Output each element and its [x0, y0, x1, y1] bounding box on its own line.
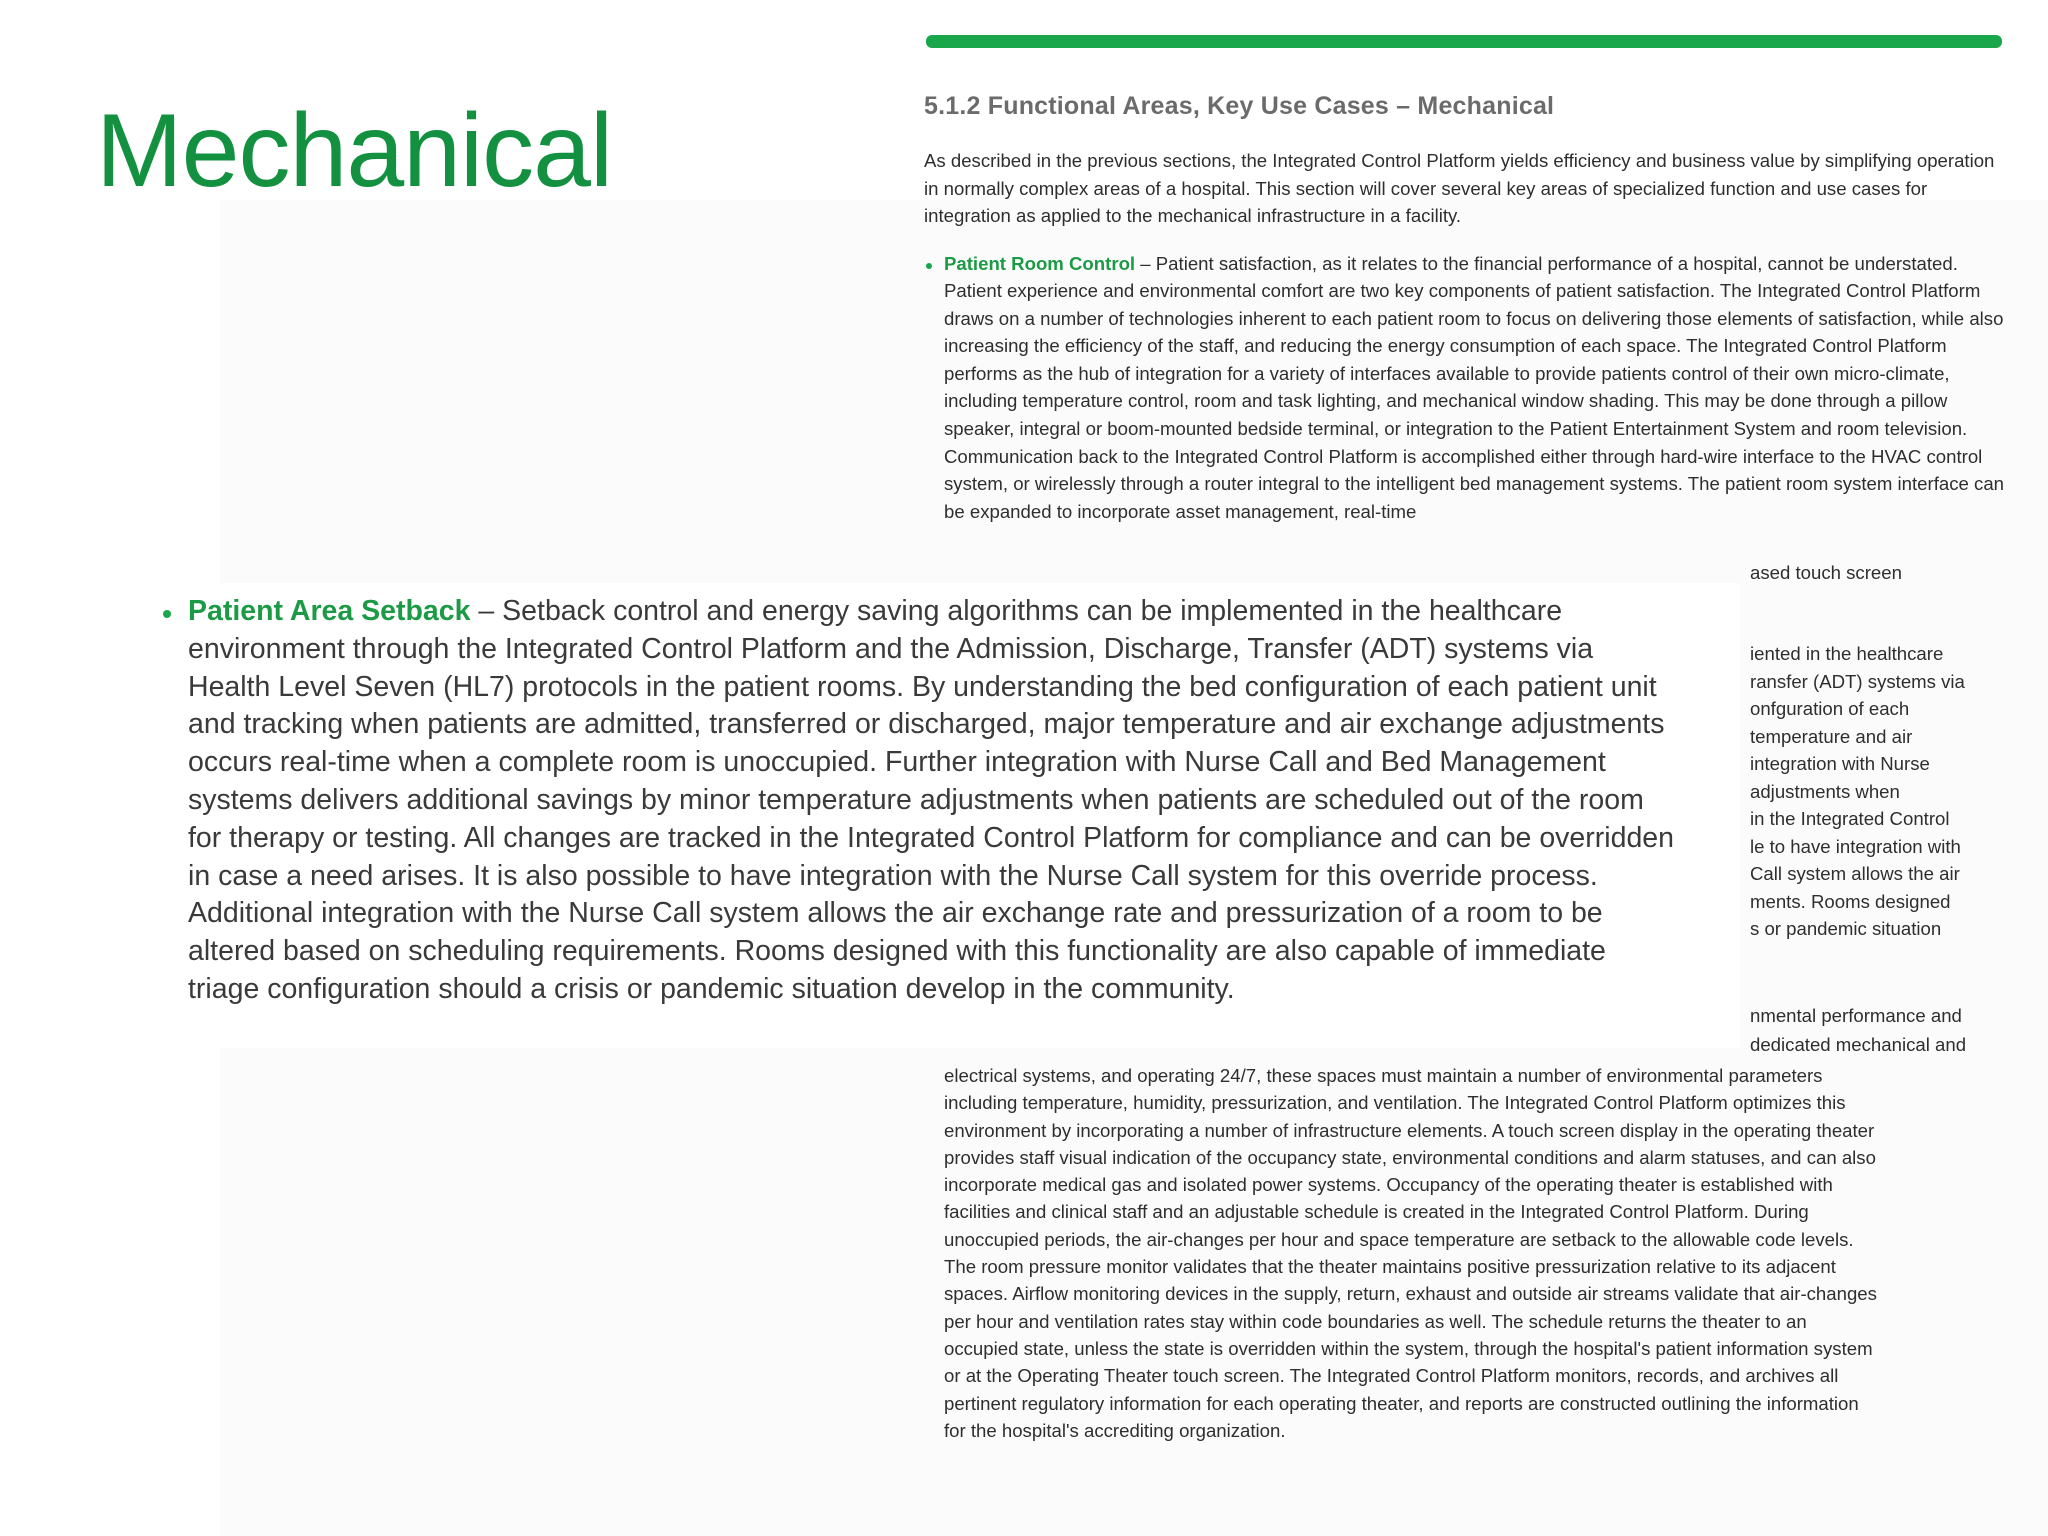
occluded-line: ransfer (ADT) systems via [1750, 670, 1965, 692]
text-line: for the hospital's accrediting organization. [944, 1419, 1286, 1441]
text-line: incorporate medical gas and isolated power systems. Occupancy of the operating theater is established with [944, 1174, 1833, 1196]
text-line: The room pressure monitor validates that the theater maintains positive pressurization relative to its adjacent [944, 1256, 1836, 1278]
operating-theater-text [944, 1062, 2006, 1444]
slide-title: Mechanical [96, 93, 613, 209]
occluded-line: in the Integrated Control [1750, 808, 1950, 829]
occluded-line: adjustments when [1750, 780, 1900, 802]
section-heading: 5.1.2 Functional Areas, Key Use Cases – Mechanical [924, 92, 1555, 120]
occluded-line: integration with Nurse [1750, 753, 1930, 774]
bullet-icon [926, 263, 932, 269]
occluded-line: ments. Rooms designed [1750, 890, 1951, 912]
partial-line-dedicated: dedicated mechanical and [1750, 1034, 1967, 1055]
partial-line-touch-screen: ased touch screen [1750, 562, 1902, 583]
bullet-icon [163, 610, 171, 618]
text-line: facilities and clinical staff and an adjustable schedule is created in the Integrated Control Platform. During [944, 1201, 1809, 1223]
document-page [924, 92, 2004, 525]
text-line: pertinent regulatory information for each operating theater, and reports are constructed outlining the information [944, 1392, 1859, 1414]
text-line: per hour and ventilation rates stay within code boundaries as well. The schedule returns the theater to an [944, 1310, 1807, 1332]
text-line: occupied state, unless the state is overridden within the system, through the hospital's patient information system [944, 1337, 1873, 1359]
callout-text: – Setback control and energy saving algorithms can be implemented in the healthcare environment through the Integrated Control Platform and the Admission, Discharge, Transfer (ADT) systems via Health Level Seven (HL7) protocols in the patient rooms. By understanding the bed configuration of each patient unit and tracking when patients are admitted, transferred or discharged, major temperature and air exchange adjustments occurs real-time when a complete room is unoccupied. Further integration with Nurse Call and Bed Management systems delivers additional savings by minor temperature adjustments when patients are scheduled out of the room for therapy or testing. All changes are tracked in the Integrated Control Platform for compliance and can be overridden in case a need arises. It is also possible to have integration with the Nurse Call system for this override process. Additional integration with the Nurse Call system allows the air exchange rate and pressurization of a room to be altered based on scheduling requirements. Rooms designed with this functionality are also capable of immediate triage configuration should a crisis or pandemic situation develop in the community. [188, 595, 1674, 1005]
patient-area-setback-callout [160, 593, 1680, 1009]
text-line: unoccupied periods, the air-changes per hour and space temperature are setback to the allowable code levels. [944, 1228, 1854, 1250]
occluded-line: onfguration of each [1750, 698, 1910, 719]
text-line: including temperature, humidity, pressurization, and ventilation. The Integrated Control Platform optimizes this [944, 1092, 1846, 1114]
header-rule [926, 35, 2002, 48]
callout-title: Patient Area Setback [188, 595, 471, 627]
text-line: spaces. Airflow monitoring devices in the supply, return, exhaust and outside air streams validate that air-changes [944, 1283, 1877, 1305]
text-line: environment by incorporating a number of infrastructure elements. A touch screen display in the operating theater [944, 1119, 1875, 1141]
occluded-text-strip [1750, 640, 2048, 1020]
text-line: or at the Operating Theater touch screen. The Integrated Control Platform monitors, records, and archives all [944, 1365, 1839, 1387]
occluded-line: iented in the healthcare [1750, 643, 1944, 664]
occluded-line: s or pandemic situation [1750, 918, 1942, 939]
intro-paragraph: As described in the previous sections, the Integrated Control Platform yields efficiency and business value by simplifying operation in normally complex areas of a hospital. This section will cover several key areas of specialized function and use cases for integration as applied to the mechanical infrastructure in a facility. [924, 150, 1995, 226]
occluded-line: Call system allows the air [1750, 863, 1960, 884]
text-line: electrical systems, and operating 24/7, these spaces must maintain a number of environmental parameters [944, 1065, 1823, 1086]
bullet-text: – Patient satisfaction, as it relates to the financial performance of a hospital, cannot be understated. Patient experience and environmental comfort are two key components of patient satisfaction. The Integrated Control Platform draws on a number of technologies inherent to each patient room to focus on delivering those elements of satisfaction, while also increasing the efficiency of the staff, and reducing the energy consumption of each space. The Integrated Control Platform performs as the hub of integration for a variety of interfaces available to provide patients control of their own micro-climate, including temperature control, room and task lighting, and mechanical window shading. This may be done through a pillow speaker, integral or boom-mounted bedside terminal, or integration to the Patient Entertainment System and room television. Communication back to the Integrated Control Platform is accomplished either through hard-wire interface to the HVAC control system, or wirelessly through a router integral to the intelligent bed management systems. The patient room system interface can be expanded to incorporate asset management, real-time [944, 252, 2005, 522]
occluded-line: le to have integration with [1750, 835, 1961, 857]
occluded-line: temperature and air [1750, 725, 1913, 747]
patient-room-control-bullet [924, 250, 2004, 526]
bullet-title: Patient Room Control [944, 252, 1136, 274]
partial-line-environmental: nmental performance and [1750, 1005, 1962, 1026]
text-line: provides staff visual indication of the occupancy state, environmental conditions and alarm statuses, and can also [944, 1146, 1876, 1168]
